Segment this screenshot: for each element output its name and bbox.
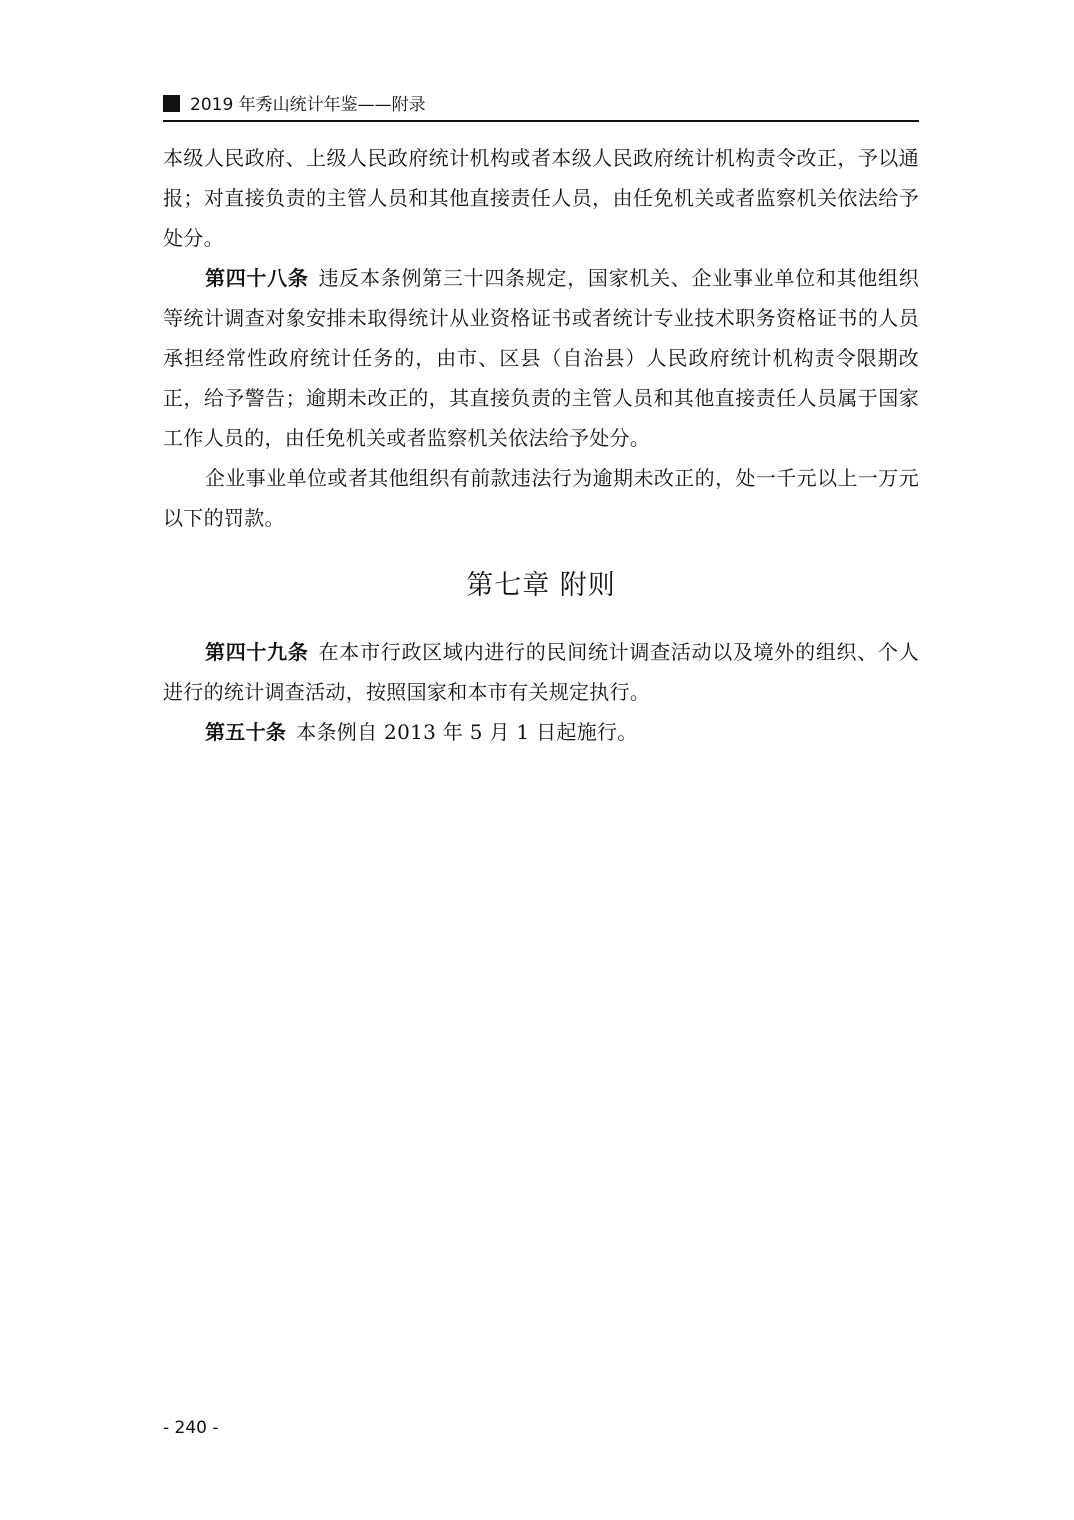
article-50-number: 第五十条 — [205, 720, 287, 744]
chapter-title: 第七章 附则 — [466, 570, 616, 601]
article-48-text: 违反本条例第三十四条规定，国家机关、企业事业单位和其他组织等统计调查对象安排未取得统计从业资格证书或者统计专业技术职务资格证书的人员承担经常性政府统计任务的，由市、区县（自治县）人民政府统计机构责令限期改正，给予警告；逾期未改正的，其直接负责的主管人员和其他直接责任人员属于国家工作人员的，由任免机关或者监察机关依法给予处分。 — [163, 266, 919, 450]
article-48-number: 第四十八条 — [205, 266, 309, 290]
article-48-clause-2: 企业事业单位或者其他组织有前款违法行为逾期未改正的，处一千元以上一万元以下的罚款。 — [163, 466, 919, 530]
paragraph-continuation: 本级人民政府、上级人民政府统计机构或者本级人民政府统计机构责令改正，予以通报；对直接负责的主管人员和其他直接责任人员，由任免机关或者监察机关依法给予处分。 — [163, 146, 919, 250]
header-square-icon — [163, 95, 180, 112]
body-text — [163, 138, 919, 752]
article-49 — [163, 632, 919, 712]
article-50 — [163, 712, 919, 752]
running-header — [163, 94, 919, 122]
article-50-text: 本条例自 2013 年 5 月 1 日起施行。 — [296, 720, 638, 744]
header-title: 2019 年秀山统计年鉴——附录 — [190, 95, 426, 115]
article-49-number: 第四十九条 — [205, 640, 309, 664]
article-48 — [163, 258, 919, 458]
article-49-text: 在本市行政区域内进行的民间统计调查活动以及境外的组织、个人进行的统计调查活动，按照国家和本市有关规定执行。 — [163, 640, 919, 704]
page-number: - 240 - — [163, 1418, 219, 1438]
